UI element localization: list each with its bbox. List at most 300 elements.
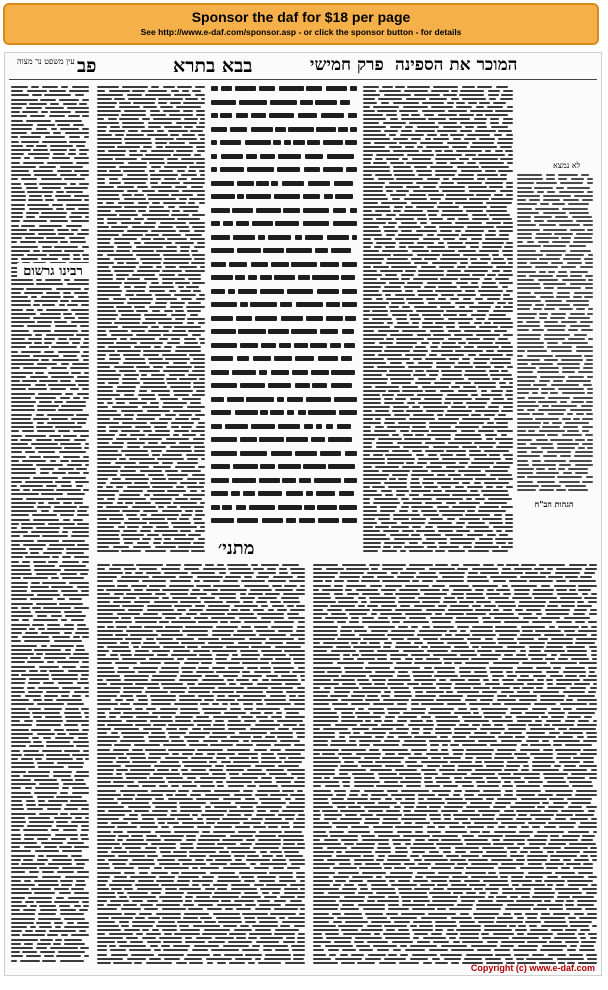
text-word: [97, 773, 113, 775]
text-word: [363, 322, 384, 324]
text-word: [82, 115, 89, 117]
text-word: [185, 900, 192, 902]
text-word: [409, 494, 419, 496]
text-word: [180, 482, 197, 484]
text-word: [363, 318, 369, 320]
text-word: [363, 330, 374, 332]
text-word: [64, 632, 72, 634]
text-word: [97, 502, 113, 504]
text-word: [252, 945, 261, 947]
text-word: [393, 102, 419, 104]
text-word: [418, 458, 438, 460]
text-word: [255, 835, 275, 837]
text-word: [485, 434, 498, 436]
text-word: [517, 224, 536, 226]
text-word: [129, 458, 155, 460]
text-word: [550, 317, 565, 319]
text-word: [11, 674, 19, 676]
text-word: [192, 814, 199, 816]
text-word: [11, 775, 20, 777]
text-word: [338, 127, 347, 132]
text-word: [215, 859, 232, 861]
text-word: [517, 317, 535, 319]
text-word: [85, 695, 89, 697]
text-word: [272, 892, 281, 894]
text-word: [11, 850, 31, 852]
text-word: [76, 414, 89, 416]
text-word: [97, 621, 113, 623]
text-word: [149, 777, 163, 779]
text-word: [50, 460, 57, 462]
text-word: [363, 158, 372, 160]
text-word: [435, 550, 444, 552]
text-word: [211, 275, 233, 280]
text-word: [413, 278, 437, 280]
text-word: [146, 708, 156, 710]
text-word: [564, 765, 576, 767]
text-word: [396, 318, 407, 320]
text-word: [530, 443, 554, 445]
text-word: [227, 847, 249, 849]
text-word: [517, 271, 536, 273]
text-word: [363, 254, 391, 256]
text-word: [424, 286, 436, 288]
text-word: [11, 745, 26, 747]
text-word: [290, 609, 305, 611]
text-word: [72, 787, 89, 789]
text-word: [450, 744, 459, 746]
text-word: [76, 645, 84, 647]
text-word: [202, 679, 225, 681]
text-word: [499, 634, 517, 636]
text-word: [24, 183, 37, 185]
text-word: [109, 945, 116, 947]
text-word: [193, 290, 201, 292]
text-word: [244, 880, 256, 882]
text-word: [459, 462, 468, 464]
text-word: [71, 535, 89, 537]
text-word: [357, 716, 381, 718]
text-word: [542, 405, 549, 407]
text-word: [186, 839, 196, 841]
text-word: [546, 254, 562, 256]
text-word: [11, 153, 24, 155]
text-word: [159, 642, 179, 644]
text-word: [587, 229, 593, 231]
text-word: [61, 86, 69, 88]
text-word: [97, 286, 120, 288]
text-word: [341, 720, 362, 722]
text-word: [11, 124, 33, 126]
text-word: [507, 366, 513, 368]
text-word: [26, 804, 36, 806]
text-word: [561, 605, 575, 607]
text-word: [412, 250, 429, 252]
text-word: [97, 182, 105, 184]
text-word: [374, 683, 384, 685]
text-word: [585, 287, 593, 289]
text-word: [11, 514, 29, 516]
text-word: [488, 230, 496, 232]
text-word: [282, 847, 305, 849]
text-word: [40, 468, 54, 470]
text-word: [349, 740, 356, 742]
text-word: [196, 390, 205, 392]
text-word: [587, 376, 593, 378]
text-word: [422, 580, 433, 582]
text-word: [415, 434, 424, 436]
text-word: [130, 769, 155, 771]
text-word: [55, 939, 61, 941]
text-word: [565, 485, 586, 487]
text-word: [481, 166, 508, 168]
text-word: [253, 609, 264, 611]
text-word: [313, 654, 340, 656]
text-word: [489, 454, 500, 456]
text-word: [117, 262, 124, 264]
text-word: [467, 134, 491, 136]
text-word: [84, 372, 89, 374]
text-word: [63, 103, 77, 105]
text-word: [78, 208, 89, 210]
text-word: [146, 589, 159, 591]
text-word: [230, 777, 258, 779]
text-word: [112, 650, 132, 652]
text-word: [123, 354, 140, 356]
text-word: [192, 880, 213, 882]
text-word: [479, 162, 503, 164]
text-word: [582, 426, 593, 428]
text-word: [450, 605, 469, 607]
text-word: [21, 258, 38, 260]
text-word: [212, 732, 235, 734]
text-word: [50, 220, 68, 222]
text-word: [338, 601, 358, 603]
text-word: [460, 122, 486, 124]
text-word: [97, 806, 124, 808]
text-word: [384, 350, 410, 352]
text-word: [504, 732, 523, 734]
text-word: [439, 687, 451, 689]
text-word: [494, 724, 503, 726]
text-word: [240, 683, 254, 685]
text-word: [426, 410, 445, 412]
text-word: [190, 794, 201, 796]
text-word: [216, 917, 242, 919]
text-word: [64, 808, 78, 810]
text-word: [447, 270, 462, 272]
text-word: [108, 810, 132, 812]
text-word: [174, 703, 198, 705]
text-word: [127, 831, 151, 833]
text-word: [251, 262, 268, 267]
text-word: [313, 802, 329, 804]
text-word: [474, 482, 482, 484]
text-word: [487, 298, 500, 300]
text-word: [279, 757, 286, 759]
text-word: [414, 679, 436, 681]
text-word: [205, 888, 216, 890]
text-word: [123, 362, 147, 364]
text-word: [193, 438, 205, 440]
text-word: [412, 426, 426, 428]
text-word: [236, 113, 248, 118]
text-word: [478, 386, 496, 388]
text-word: [60, 241, 68, 243]
text-word: [184, 564, 202, 566]
text-word: [192, 728, 201, 730]
text-word: [281, 316, 303, 321]
text-word: [158, 102, 166, 104]
text-word: [551, 654, 558, 656]
text-word: [505, 394, 513, 396]
text-word: [381, 490, 393, 492]
text-word: [453, 794, 460, 796]
text-word: [466, 526, 489, 528]
text-word: [440, 638, 464, 640]
text-word: [424, 667, 432, 669]
text-word: [363, 206, 390, 208]
text-word: [97, 662, 112, 664]
text-word: [97, 230, 124, 232]
text-word: [278, 424, 301, 429]
text-word: [330, 343, 342, 348]
text-word: [137, 270, 159, 272]
text-word: [97, 794, 121, 796]
text-word: [517, 174, 542, 176]
text-word: [437, 526, 463, 528]
text-word: [23, 909, 36, 911]
text-word: [127, 278, 140, 280]
text-word: [74, 905, 81, 907]
text-word: [121, 430, 141, 432]
header-rule: [9, 79, 597, 80]
text-word: [293, 958, 304, 960]
text-word: [156, 298, 177, 300]
text-word: [245, 140, 271, 145]
text-word: [152, 802, 176, 804]
text-word: [370, 601, 395, 603]
text-word: [290, 634, 305, 636]
text-word: [363, 358, 384, 360]
text-word: [199, 122, 205, 124]
text-word: [235, 826, 250, 828]
text-word: [181, 470, 201, 472]
text-word: [97, 917, 109, 919]
text-word: [72, 363, 89, 365]
text-word: [532, 460, 542, 462]
text-word: [261, 343, 277, 348]
text-word: [553, 380, 562, 382]
text-word: [11, 573, 32, 575]
text-word: [205, 794, 230, 796]
text-word: [97, 282, 122, 284]
text-word: [484, 278, 492, 280]
text-word: [506, 765, 520, 767]
text-word: [157, 458, 184, 460]
text-word: [381, 202, 407, 204]
text-word: [495, 438, 513, 440]
text-word: [11, 598, 27, 600]
text-word: [401, 790, 429, 792]
text-word: [585, 262, 593, 264]
text-word: [399, 773, 421, 775]
text-word: [67, 922, 74, 924]
text-word: [591, 654, 597, 656]
text-word: [294, 703, 305, 705]
text-word: [394, 691, 412, 693]
text-word: [550, 662, 577, 664]
text-word: [517, 229, 540, 231]
text-word: [56, 208, 64, 210]
text-word: [158, 921, 176, 923]
text-word: [541, 585, 551, 587]
text-word: [97, 526, 114, 528]
text-word: [165, 888, 177, 890]
text-word: [69, 136, 80, 138]
text-word: [464, 474, 487, 476]
text-word: [433, 490, 442, 492]
text-word: [134, 962, 142, 964]
text-word: [159, 876, 175, 878]
text-word: [517, 485, 539, 487]
text-word: [244, 576, 252, 578]
text-word: [75, 111, 89, 113]
text-word: [538, 401, 557, 403]
text-word: [314, 478, 341, 483]
text-word: [38, 502, 45, 504]
text-word: [11, 422, 33, 424]
text-word: [194, 446, 205, 448]
text-word: [260, 851, 267, 853]
text-word: [350, 127, 357, 132]
text-word: [64, 317, 75, 319]
text-word: [435, 290, 462, 292]
text-word: [460, 262, 468, 264]
text-word: [279, 917, 285, 919]
text-word: [425, 450, 444, 452]
text-word: [539, 380, 550, 382]
text-word: [234, 929, 252, 931]
text-word: [363, 246, 371, 248]
text-word: [136, 418, 155, 420]
text-word: [97, 908, 117, 910]
text-word: [259, 785, 278, 787]
text-word: [474, 118, 487, 120]
text-word: [167, 822, 179, 824]
text-word: [447, 102, 454, 104]
text-word: [517, 300, 541, 302]
text-word: [357, 802, 374, 804]
text-word: [424, 781, 433, 783]
text-word: [97, 843, 120, 845]
text-word: [483, 712, 506, 714]
text-word: [313, 749, 339, 751]
text-word: [119, 434, 127, 436]
text-word: [345, 140, 357, 145]
text-word: [432, 585, 445, 587]
text-word: [208, 941, 225, 943]
text-word: [363, 250, 379, 252]
text-word: [328, 464, 355, 469]
text-word: [48, 384, 75, 386]
text-word: [344, 667, 363, 669]
text-word: [49, 930, 76, 932]
text-word: [42, 960, 56, 962]
text-word: [384, 130, 398, 132]
text-word: [57, 229, 68, 231]
text-word: [123, 530, 137, 532]
text-word: [461, 170, 482, 172]
text-word: [278, 835, 304, 837]
text-word: [517, 380, 535, 382]
text-word: [320, 451, 341, 456]
text-word: [85, 758, 89, 760]
text-word: [236, 937, 246, 939]
text-word: [574, 334, 588, 336]
text-word: [136, 334, 161, 336]
text-word: [37, 409, 55, 411]
text-word: [457, 626, 469, 628]
text-word: [445, 613, 464, 615]
text-word: [21, 141, 39, 143]
text-word: [175, 466, 195, 468]
text-word: [352, 728, 370, 730]
text-word: [390, 334, 413, 336]
text-word: [97, 454, 122, 456]
text-word: [130, 338, 156, 340]
text-word: [540, 296, 554, 298]
text-word: [66, 804, 89, 806]
text-word: [517, 350, 525, 352]
text-word: [219, 572, 227, 574]
text-word: [81, 825, 89, 827]
text-word: [202, 933, 226, 935]
text-word: [406, 186, 420, 188]
text-word: [295, 798, 305, 800]
text-word: [230, 863, 246, 865]
text-word: [462, 418, 490, 420]
text-word: [259, 798, 281, 800]
text-word: [505, 150, 513, 152]
text-word: [551, 716, 563, 718]
sponsor-banner[interactable]: [3, 3, 599, 45]
text-word: [97, 855, 115, 857]
text-word: [56, 498, 83, 500]
text-word: [456, 106, 472, 108]
text-word: [437, 414, 443, 416]
text-word: [344, 343, 355, 348]
text-word: [406, 162, 433, 164]
text-word: [243, 491, 255, 496]
text-word: [274, 275, 295, 280]
text-word: [230, 708, 241, 710]
text-word: [389, 182, 413, 184]
text-word: [223, 945, 249, 947]
text-word: [458, 765, 483, 767]
text-word: [160, 835, 183, 837]
text-word: [42, 750, 62, 752]
text-word: [381, 102, 389, 104]
text-word: [504, 654, 512, 656]
text-word: [548, 576, 562, 578]
text-word: [283, 843, 294, 845]
text-word: [415, 370, 423, 372]
text-word: [487, 178, 507, 180]
text-word: [548, 397, 570, 399]
text-word: [279, 568, 287, 570]
text-word: [156, 266, 162, 268]
